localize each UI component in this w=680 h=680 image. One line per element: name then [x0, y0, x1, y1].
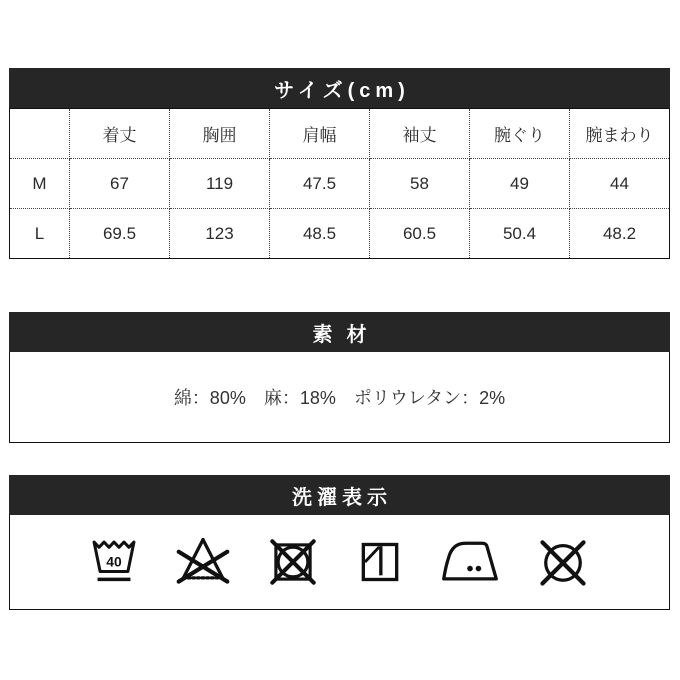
size-col-header: 腕ぐり [470, 109, 570, 159]
size-value-cell: 50.4 [470, 209, 570, 259]
size-value-cell: 48.2 [570, 209, 670, 259]
size-value-cell: 48.5 [270, 209, 370, 259]
wash-temperature-label: 40 [106, 553, 122, 570]
size-value-cell: 49 [470, 159, 570, 209]
size-col-header: 腕まわり [570, 109, 670, 159]
size-col-header: 胸囲 [170, 109, 270, 159]
care-section-title: 洗濯表示 [292, 486, 392, 509]
size-value-cell: 44 [570, 159, 670, 209]
size-row-label: L [10, 209, 70, 259]
size-value-cell: 58 [370, 159, 470, 209]
material-composition-text: 綿：80% 麻：18% ポリウレタン：2% [173, 388, 506, 408]
care-symbols-row [9, 515, 670, 610]
size-table-header-row [10, 109, 670, 159]
size-section [9, 68, 670, 259]
size-corner-cell [10, 109, 70, 159]
size-value-cell: 123 [170, 209, 270, 259]
size-table [9, 108, 670, 259]
size-row-label: M [10, 159, 70, 209]
material-section-title: 素材 [312, 323, 381, 346]
size-value-cell: 69.5 [70, 209, 170, 259]
size-section-title: サイズ(cm) [274, 79, 410, 102]
size-value-cell: 60.5 [370, 209, 470, 259]
care-section-header [9, 475, 670, 515]
table-row-size-m [10, 159, 670, 209]
hang-dry-shade-icon [355, 533, 405, 591]
size-col-header: 袖丈 [370, 109, 470, 159]
size-value-cell: 67 [70, 159, 170, 209]
size-value-cell: 47.5 [270, 159, 370, 209]
iron-medium-icon [440, 533, 500, 591]
no-tumble-dry-icon [266, 533, 320, 591]
no-dry-clean-icon [535, 533, 591, 591]
wash-40-gentle-icon [88, 533, 140, 591]
size-section-header [9, 68, 670, 108]
table-row-size-l [10, 209, 670, 259]
care-section [9, 475, 670, 610]
material-panel [9, 352, 670, 443]
no-bleach-icon [175, 533, 231, 591]
material-section-header [9, 312, 670, 352]
size-col-header: 肩幅 [270, 109, 370, 159]
size-value-cell: 119 [170, 159, 270, 209]
size-col-header: 着丈 [70, 109, 170, 159]
material-section [9, 312, 670, 443]
